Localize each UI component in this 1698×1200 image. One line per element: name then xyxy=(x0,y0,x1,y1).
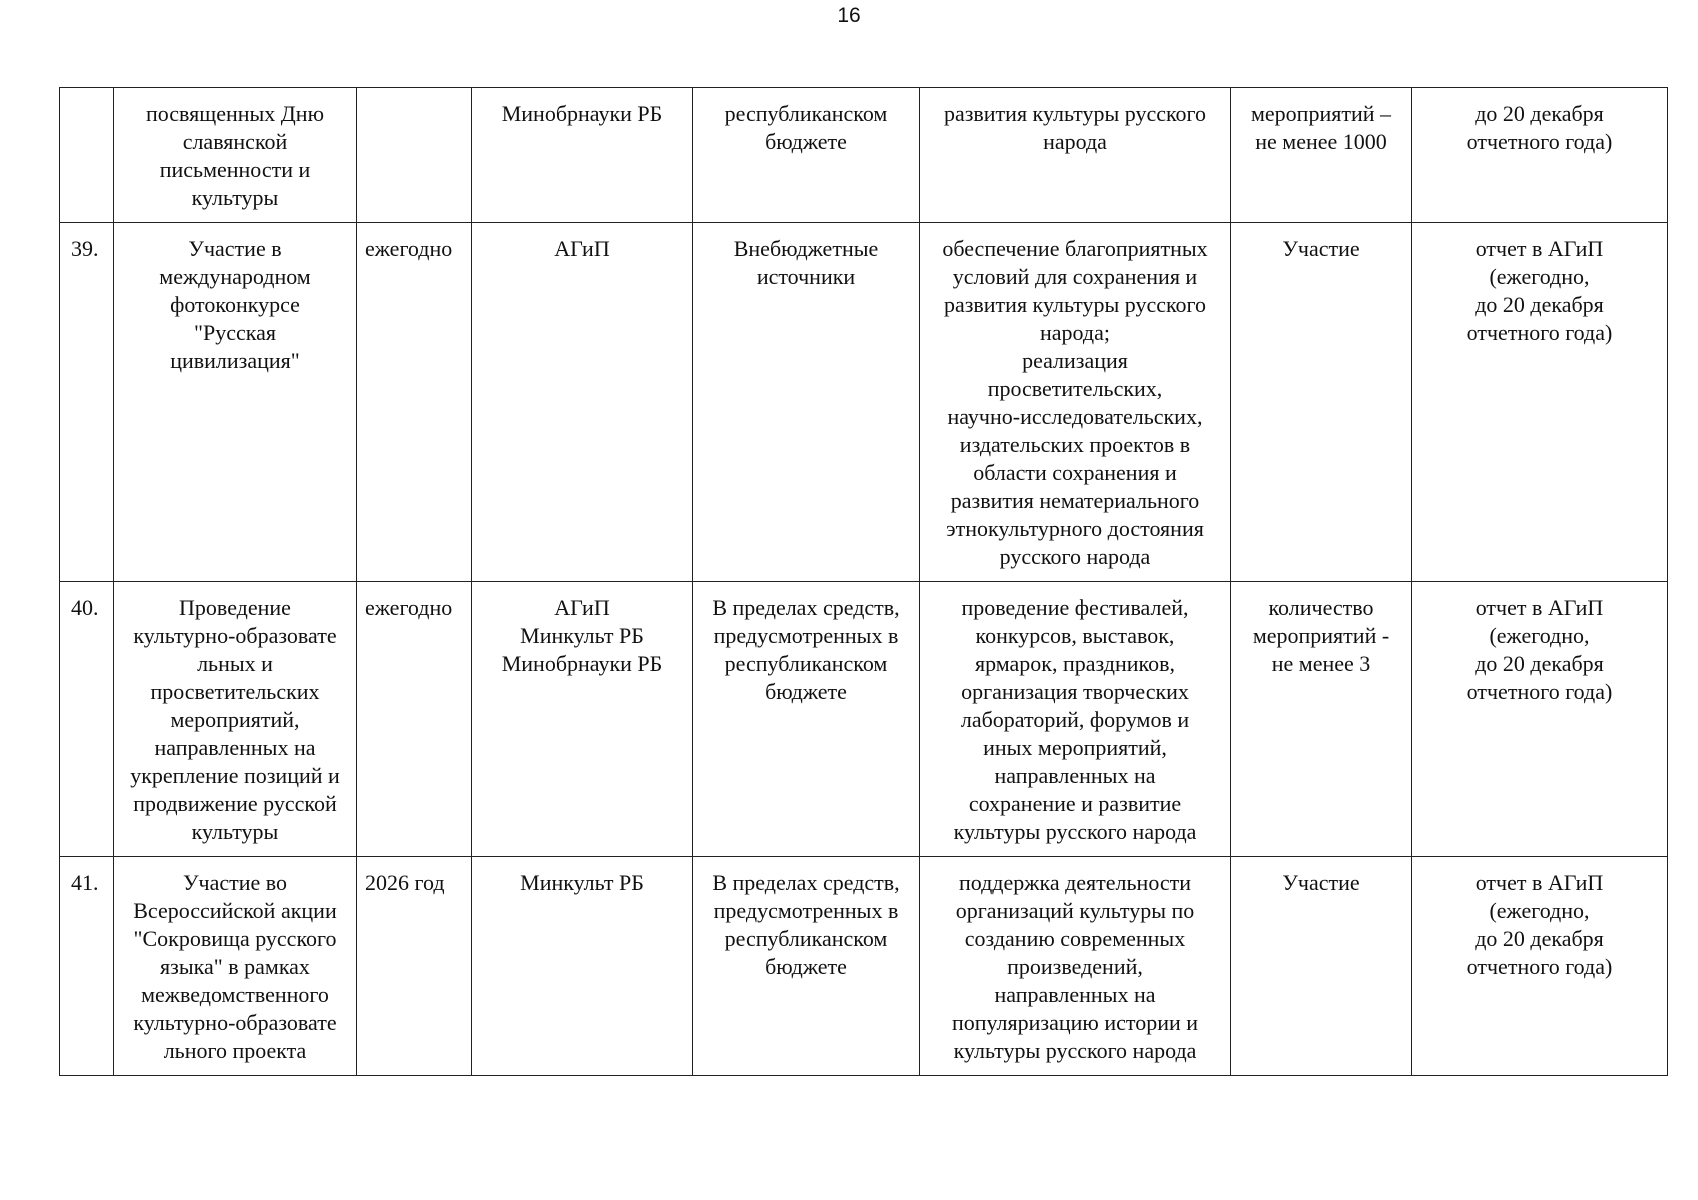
table-row xyxy=(60,857,1668,1076)
indicator: Участие xyxy=(1231,857,1412,1076)
expected-result: обеспечение благоприятных условий для сохранения и развития культуры русского народа; реализация просветительских, научно-исследовательских, издательских проектов в области сохранения и развития нематериального этнокультурного достояния русского народа xyxy=(920,223,1231,582)
executor: АГиП xyxy=(472,223,693,582)
term: ежегодно xyxy=(357,582,472,857)
term xyxy=(357,88,472,223)
report-form: отчет в АГиП (ежегодно, до 20 декабря отчетного года) xyxy=(1412,857,1668,1076)
activity-name: Участие в международном фотоконкурсе "Русская цивилизация" xyxy=(114,223,357,582)
funding-source: В пределах средств, предусмотренных в республиканском бюджете xyxy=(693,582,920,857)
page-number: 16 xyxy=(837,4,861,27)
item-number: 39. xyxy=(60,223,114,582)
indicator: количество мероприятий - не менее 3 xyxy=(1231,582,1412,857)
activity-name: посвященных Дню славянской письменности и культуры xyxy=(114,88,357,223)
executor: Минкульт РБ xyxy=(472,857,693,1076)
report-form: до 20 декабря отчетного года) xyxy=(1412,88,1668,223)
funding-source: В пределах средств, предусмотренных в республиканском бюджете xyxy=(693,857,920,1076)
item-number xyxy=(60,88,114,223)
funding-source: республиканском бюджете xyxy=(693,88,920,223)
item-number: 41. xyxy=(60,857,114,1076)
table-row xyxy=(60,223,1668,582)
funding-source: Внебюджетные источники xyxy=(693,223,920,582)
indicator: мероприятий – не менее 1000 xyxy=(1231,88,1412,223)
expected-result: поддержка деятельности организаций культуры по созданию современных произведений, направленных на популяризацию истории и культуры русского народа xyxy=(920,857,1231,1076)
expected-result: развития культуры русского народа xyxy=(920,88,1231,223)
table-row xyxy=(60,88,1668,223)
report-form: отчет в АГиП (ежегодно, до 20 декабря отчетного года) xyxy=(1412,223,1668,582)
activity-plan-table xyxy=(59,87,1668,1076)
report-form: отчет в АГиП (ежегодно, до 20 декабря отчетного года) xyxy=(1412,582,1668,857)
executor: Минобрнауки РБ xyxy=(472,88,693,223)
item-number: 40. xyxy=(60,582,114,857)
term: 2026 год xyxy=(357,857,472,1076)
indicator: Участие xyxy=(1231,223,1412,582)
expected-result: проведение фестивалей, конкурсов, выставок, ярмарок, праздников, организация творческих лабораторий, форумов и иных мероприятий, направленных на сохранение и развитие культуры русского народа xyxy=(920,582,1231,857)
table-row xyxy=(60,582,1668,857)
activity-name: Проведение культурно-образовате льных и просветительских мероприятий, направленных на укрепление позиций и продвижение русской культуры xyxy=(114,582,357,857)
term: ежегодно xyxy=(357,223,472,582)
executor: АГиП Минкульт РБ Минобрнауки РБ xyxy=(472,582,693,857)
activity-name: Участие во Всероссийской акции "Сокровища русского языка" в рамках межведомственного культурно-образовате льного проекта xyxy=(114,857,357,1076)
